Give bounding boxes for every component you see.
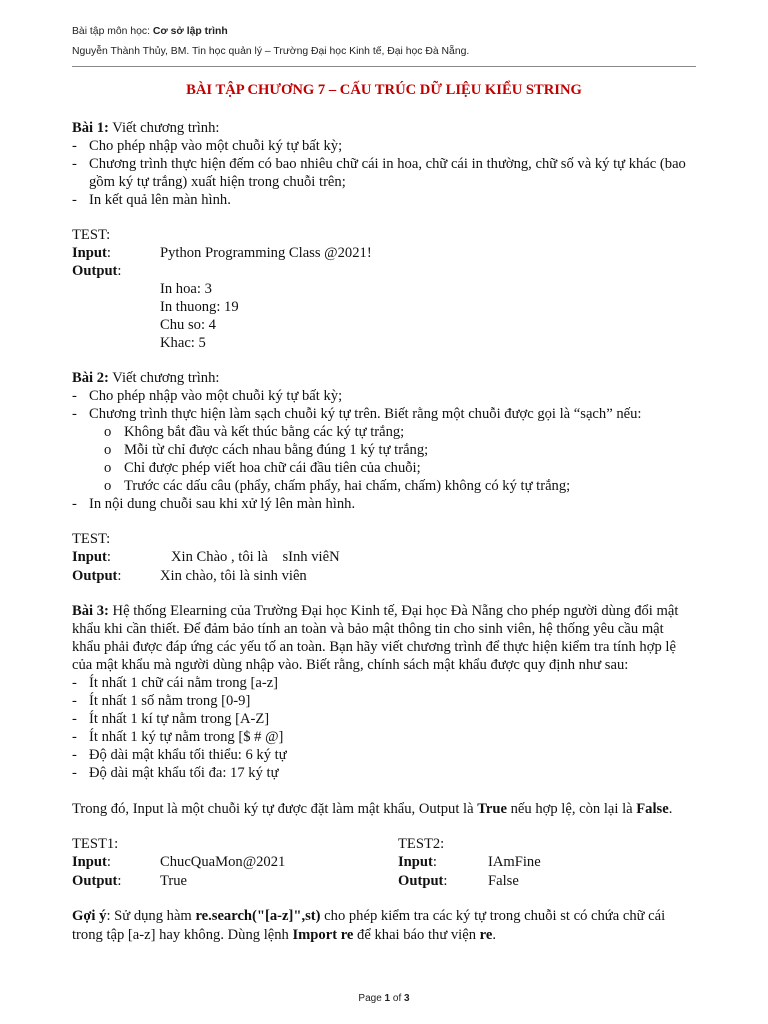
bai3-rule: Ít nhất 1 kí tự nằm trong [A-Z]	[89, 711, 270, 727]
bai3-test2-label: TEST2:	[398, 836, 445, 852]
bullet-dash: -	[72, 496, 77, 512]
bai3-paragraph-line: khẩu phải được đáp ứng các yếu tố an toàn. Bạn hãy viết chương trình để thực hiện kiểm tra tính hợp lệ	[72, 639, 676, 655]
bullet-dash: -	[72, 675, 77, 691]
bullet-dash: -	[72, 729, 77, 745]
bullet-dash: -	[72, 138, 77, 154]
page-title: BÀI TẬP CHƯƠNG 7 – CẤU TRÚC DỮ LIỆU KIỂU STRING	[186, 82, 582, 98]
bai3-test1-input-label: Input:	[72, 854, 111, 870]
bai2-heading: Bài 2: Viết chương trình:	[72, 370, 220, 386]
bai1-item: gồm ký tự trắng) xuất hiện trong chuỗi trên;	[89, 174, 346, 190]
bullet-circle: o	[104, 424, 112, 440]
bai3-test1-output-label: Output:	[72, 873, 122, 889]
bai3-test2-input-value: IAmFine	[488, 854, 541, 870]
bai1-output-line: In hoa: 3	[160, 281, 212, 297]
bai3-note: Trong đó, Input là một chuỗi ký tự được đặt làm mật khẩu, Output là True nếu hợp lệ, còn lại là False.	[72, 801, 673, 817]
bai1-output-line: In thuong: 19	[160, 299, 239, 315]
bai3-paragraph-line: của mật khẩu mà người dùng nhập vào. Biết rằng, chính sách mật khẩu được quy định như sau:	[72, 657, 629, 673]
bai1-output-line: Khac: 5	[160, 335, 206, 351]
bai3-test2-output-label: Output:	[398, 873, 448, 889]
bai3-rule: Ít nhất 1 số nằm trong [0-9]	[89, 693, 251, 709]
bullet-dash: -	[72, 156, 77, 172]
page-number: Page 1 of 3	[358, 993, 410, 1004]
bai3-rule: Độ dài mật khẩu tối đa: 17 ký tự	[89, 765, 279, 781]
bai2-item: Cho phép nhập vào một chuỗi ký tự bất kỳ;	[89, 388, 343, 404]
bai2-subitem: Chỉ được phép viết hoa chữ cái đầu tiên của chuỗi;	[124, 460, 421, 476]
bai1-item: In kết quả lên màn hình.	[89, 192, 231, 208]
bai1-input-label: Input:	[72, 245, 111, 261]
bai2-test-label: TEST:	[72, 531, 111, 547]
bullet-dash: -	[72, 388, 77, 404]
bai2-output-value: Xin chào, tôi là sinh viên	[160, 568, 307, 584]
bullet-circle: o	[104, 478, 112, 494]
bai2-subitem: Không bắt đầu và kết thúc bằng các ký tự trắng;	[124, 424, 405, 440]
bai3-test1-label: TEST1:	[72, 836, 119, 852]
header-course: Bài tập môn học: Cơ sở lập trình	[72, 26, 228, 37]
bai3-rule: Ít nhất 1 chữ cái nằm trong [a-z]	[89, 675, 279, 691]
bullet-dash: -	[72, 693, 77, 709]
bai3-test2-input-label: Input:	[398, 854, 437, 870]
bai1-test-label: TEST:	[72, 227, 111, 243]
bai3-paragraph-line: Bài 3: Hệ thống Elearning của Trường Đại học Kinh tế, Đại học Đà Nẵng cho phép người dùng đổi mật	[72, 603, 679, 619]
bai3-test2-output-value: False	[488, 873, 519, 889]
bai3-test1-input-value: ChucQuaMon@2021	[160, 854, 286, 870]
bai3-paragraph-line: khẩu khi cần thiết. Để đảm bảo tính an toàn và bảo mật thông tin cho sinh viên, hệ thống yêu cầu mật	[72, 621, 664, 637]
bai2-output-label: Output:	[72, 568, 122, 584]
bai1-item: Chương trình thực hiện đếm có bao nhiêu chữ cái in hoa, chữ cái in thường, chữ số và ký tự khác (bao	[89, 156, 686, 172]
header-divider	[72, 66, 696, 67]
bullet-dash: -	[72, 747, 77, 763]
bai3-test1-output-value: True	[160, 873, 188, 889]
bai2-input-value: Xin Chào , tôi là sInh viêN	[171, 549, 340, 565]
bai2-input-label: Input:	[72, 549, 111, 565]
bullet-dash: -	[72, 711, 77, 727]
bai1-output-label: Output:	[72, 263, 122, 279]
bai2-subitem: Mỗi từ chỉ được cách nhau bằng đúng 1 ký tự trắng;	[124, 442, 429, 458]
bai2-item: In nội dung chuỗi sau khi xử lý lên màn hình.	[89, 496, 356, 512]
bullet-dash: -	[72, 406, 77, 422]
course-name: Cơ sở lập trình	[152, 26, 228, 37]
bai3-rule: Độ dài mật khẩu tối thiểu: 6 ký tự	[89, 747, 287, 763]
bullet-dash: -	[72, 765, 77, 781]
header-author: Nguyễn Thành Thủy, BM. Tin học quản lý – Trường Đại học Kinh tế, Đại học Đà Nẵng.	[72, 46, 470, 57]
bai3-rule: Ít nhất 1 ký tự nằm trong [$ # @]	[89, 729, 284, 745]
bai1-item: Cho phép nhập vào một chuỗi ký tự bất kỳ;	[89, 138, 343, 154]
bai1-output-line: Chu so: 4	[160, 317, 216, 333]
bai3-hint-line: trong tập [a-z] hay không. Dùng lệnh Import re để khai báo thư viện re.	[72, 927, 497, 943]
bullet-circle: o	[104, 460, 112, 476]
bai1-input-value: Python Programming Class @2021!	[160, 245, 372, 261]
bai2-subitem: Trước các dấu câu (phẩy, chấm phẩy, hai chấm, chấm) không có ký tự trắng;	[124, 478, 571, 494]
bai1-heading: Bài 1: Viết chương trình:	[72, 120, 220, 136]
bai3-hint-line: Gợi ý: Sử dụng hàm re.search("[a-z]",st) cho phép kiểm tra các ký tự trong chuỗi st có chứa chữ cái	[72, 908, 666, 924]
bullet-circle: o	[104, 442, 112, 458]
bai2-item: Chương trình thực hiện làm sạch chuỗi ký tự trên. Biết rằng một chuỗi được gọi là “sạch” nếu:	[89, 406, 642, 422]
bullet-dash: -	[72, 192, 77, 208]
